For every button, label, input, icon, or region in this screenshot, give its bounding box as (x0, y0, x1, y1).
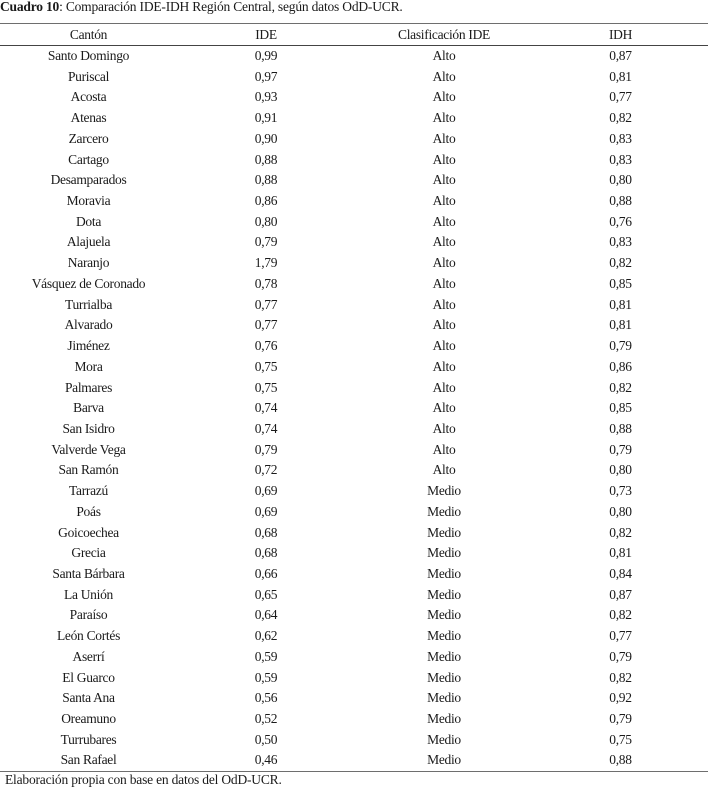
cell-clasificacion: Alto (432, 462, 456, 478)
caption-label: Cuadro 10 (0, 0, 60, 14)
cell-canton: Barva (73, 400, 104, 416)
cell-idh: 0,77 (609, 89, 632, 105)
cell-clasificacion: Medio (427, 731, 461, 747)
cell-clasificacion: Alto (432, 234, 456, 250)
cell-idh: 0,80 (609, 462, 632, 478)
table-row (0, 668, 708, 689)
comparison-table (0, 23, 708, 772)
header-ide: IDE (255, 27, 277, 42)
cell-idh: 0,81 (609, 296, 632, 312)
cell-ide: 0,68 (254, 524, 278, 540)
table-row (0, 605, 708, 626)
cell-ide: 0,91 (254, 110, 278, 126)
cell-idh: 0,81 (609, 68, 632, 84)
cell-idh: 0,87 (609, 48, 632, 63)
cell-ide: 0,69 (254, 503, 278, 519)
cell-canton: Mora (74, 358, 103, 374)
cell-idh: 0,92 (609, 690, 632, 706)
cell-ide: 0,59 (254, 669, 278, 685)
table-row (0, 150, 708, 171)
cell-clasificacion: Alto (432, 275, 456, 291)
header-clasificacion-ide: Clasificación IDE (398, 27, 490, 42)
table-row (0, 170, 708, 191)
cell-clasificacion: Alto (432, 172, 456, 188)
table-row (0, 647, 708, 668)
cell-clasificacion: Medio (427, 669, 461, 685)
cell-ide: 0,99 (254, 48, 278, 63)
source-note: Elaboración propia con base en datos del OdD-UCR. (5, 772, 282, 787)
cell-ide: 0,64 (254, 607, 278, 623)
table-row (0, 295, 708, 316)
cell-ide: 0,76 (254, 338, 278, 354)
cell-idh: 0,82 (609, 669, 632, 685)
cell-canton: Valverde Vega (51, 441, 126, 457)
header-idh: IDH (608, 27, 633, 42)
cell-clasificacion: Alto (432, 130, 456, 146)
cell-clasificacion: Alto (432, 193, 456, 209)
table-row (0, 564, 708, 585)
cell-canton: Paraíso (69, 607, 108, 623)
table-row (0, 688, 708, 709)
table-body (0, 46, 708, 772)
cell-clasificacion: Alto (432, 400, 456, 416)
cell-clasificacion: Alto (432, 151, 456, 167)
cell-idh: 0,77 (609, 628, 632, 644)
cell-canton: El Guarco (62, 669, 115, 685)
cell-canton: Acosta (70, 89, 107, 105)
cell-idh: 0,79 (609, 441, 632, 457)
table-row (0, 419, 708, 440)
cell-ide: 0,86 (254, 193, 278, 209)
cell-idh: 0,81 (609, 545, 632, 561)
cell-clasificacion: Alto (432, 441, 456, 457)
cell-clasificacion: Medio (427, 586, 461, 602)
cell-ide: 0,78 (254, 275, 278, 291)
table-row (0, 212, 708, 233)
cell-ide: 0,62 (254, 628, 278, 644)
cell-canton: Santa Bárbara (52, 565, 125, 581)
cell-clasificacion: Alto (432, 379, 456, 395)
cell-canton: Cartago (68, 151, 109, 167)
cell-idh: 0,75 (609, 731, 632, 747)
cell-idh: 0,88 (609, 752, 632, 768)
cell-clasificacion: Medio (427, 483, 461, 499)
cell-idh: 0,83 (609, 151, 632, 167)
cell-ide: 0,75 (254, 358, 278, 374)
cell-ide: 0,72 (254, 462, 278, 478)
cell-clasificacion: Alto (432, 255, 456, 271)
table-row (0, 481, 708, 502)
cell-ide: 0,90 (254, 130, 278, 146)
cell-ide: 0,52 (254, 711, 278, 726)
cell-ide: 0,75 (254, 379, 278, 395)
cell-idh: 0,79 (609, 338, 632, 354)
cell-ide: 0,50 (254, 731, 278, 747)
cell-ide: 0,88 (254, 151, 278, 167)
cell-clasificacion: Medio (427, 565, 461, 581)
cell-clasificacion: Medio (427, 545, 461, 561)
table-row (0, 626, 708, 647)
cell-idh: 0,83 (609, 234, 632, 250)
cell-clasificacion: Medio (427, 690, 461, 706)
cell-canton: Santa Ana (62, 690, 115, 706)
cell-idh: 0,82 (609, 524, 632, 540)
cell-idh: 0,82 (609, 607, 632, 623)
cell-canton: Santo Domingo (47, 48, 130, 63)
cell-idh: 0,84 (609, 565, 632, 581)
cell-canton: Zarcero (68, 130, 109, 146)
cell-ide: 0,74 (254, 420, 278, 436)
table-row (0, 502, 708, 523)
table-row (0, 378, 708, 399)
cell-ide: 0,88 (254, 172, 278, 188)
caption-text: : Comparación IDE-IDH Región Central, según datos OdD-UCR. (59, 0, 403, 14)
cell-idh: 0,80 (609, 172, 632, 188)
cell-canton: Turrubares (60, 731, 117, 747)
table-row (0, 274, 708, 295)
cell-canton: Goicoechea (58, 524, 119, 540)
table-row (0, 440, 708, 461)
cell-clasificacion: Alto (432, 89, 456, 105)
table-row (0, 750, 708, 771)
cell-idh: 0,82 (609, 110, 632, 126)
cell-idh: 0,73 (609, 483, 632, 499)
cell-clasificacion: Alto (432, 420, 456, 436)
cell-clasificacion: Alto (432, 110, 456, 126)
cell-idh: 0,80 (609, 503, 632, 519)
table-row (0, 315, 708, 336)
cell-canton: Oreamuno (61, 711, 116, 726)
cell-ide: 0,74 (254, 400, 278, 416)
table-row (0, 232, 708, 253)
cell-clasificacion: Alto (432, 338, 456, 354)
cell-ide: 0,79 (254, 234, 278, 250)
cell-ide: 1,79 (254, 255, 278, 271)
cell-ide: 0,80 (254, 213, 278, 229)
cell-canton: Palmares (64, 379, 113, 395)
cell-clasificacion: Alto (432, 358, 456, 374)
table-row (0, 543, 708, 564)
cell-ide: 0,68 (254, 545, 278, 561)
cell-canton: Turrialba (64, 296, 113, 312)
cell-ide: 0,66 (254, 565, 278, 581)
table-row (0, 398, 708, 419)
cell-canton: La Unión (64, 586, 113, 602)
cell-idh: 0,81 (609, 317, 632, 333)
cell-idh: 0,83 (609, 130, 632, 146)
table-row (0, 709, 708, 730)
cell-canton: Desamparados (50, 172, 127, 188)
cell-ide: 0,59 (254, 648, 278, 664)
cell-canton: San Isidro (62, 420, 115, 436)
cell-canton: Alajuela (66, 234, 111, 250)
cell-canton: Aserrí (72, 648, 105, 664)
cell-idh: 0,87 (609, 586, 632, 602)
cell-canton: Dota (75, 213, 102, 229)
table-row (0, 357, 708, 378)
table-row (0, 87, 708, 108)
cell-clasificacion: Medio (427, 711, 461, 726)
cell-canton: Jiménez (67, 338, 110, 354)
cell-ide: 0,93 (254, 89, 278, 105)
cell-ide: 0,79 (254, 441, 278, 457)
table-row (0, 460, 708, 481)
cell-clasificacion: Alto (432, 48, 456, 63)
table-row (0, 191, 708, 212)
table-caption (0, 0, 403, 20)
cell-canton: León Cortés (56, 628, 121, 644)
cell-canton: San Rafael (60, 752, 117, 768)
cell-idh: 0,82 (609, 379, 632, 395)
table-row (0, 46, 708, 67)
table-row (0, 336, 708, 357)
cell-idh: 0,79 (609, 648, 632, 664)
cell-clasificacion: Medio (427, 503, 461, 519)
cell-canton: Moravia (66, 193, 111, 209)
cell-canton: Puriscal (67, 68, 110, 84)
table-header-row (0, 24, 708, 46)
cell-clasificacion: Alto (432, 213, 456, 229)
cell-clasificacion: Medio (427, 524, 461, 540)
cell-ide: 0,77 (254, 296, 278, 312)
cell-clasificacion: Medio (427, 648, 461, 664)
cell-canton: San Ramón (58, 462, 119, 478)
cell-idh: 0,88 (609, 193, 632, 209)
cell-canton: Vásquez de Coronado (31, 275, 146, 291)
cell-idh: 0,79 (609, 711, 632, 726)
table-row (0, 523, 708, 544)
table-row (0, 730, 708, 751)
cell-idh: 0,76 (609, 213, 632, 229)
cell-canton: Atenas (70, 110, 107, 126)
cell-canton: Poás (76, 503, 101, 519)
cell-clasificacion: Medio (427, 607, 461, 623)
cell-clasificacion: Medio (427, 752, 461, 768)
cell-ide: 0,46 (254, 752, 278, 768)
table-row (0, 67, 708, 88)
cell-canton: Alvarado (64, 317, 113, 333)
cell-ide: 0,69 (254, 483, 278, 499)
header-canton: Cantón (69, 27, 108, 42)
cell-clasificacion: Alto (432, 317, 456, 333)
table-row (0, 129, 708, 150)
cell-clasificacion: Medio (427, 628, 461, 644)
cell-canton: Naranjo (67, 255, 110, 271)
cell-clasificacion: Alto (432, 296, 456, 312)
cell-ide: 0,65 (254, 586, 278, 602)
cell-idh: 0,82 (609, 255, 632, 271)
cell-ide: 0,56 (254, 690, 278, 706)
cell-canton: Tarrazú (69, 483, 108, 499)
cell-ide: 0,97 (254, 68, 278, 84)
table-row (0, 108, 708, 129)
cell-idh: 0,86 (609, 358, 632, 374)
cell-canton: Grecia (71, 545, 106, 561)
cell-idh: 0,88 (609, 420, 632, 436)
cell-idh: 0,85 (609, 275, 632, 291)
cell-idh: 0,85 (609, 400, 632, 416)
table-row (0, 253, 708, 274)
table-row (0, 585, 708, 606)
cell-clasificacion: Alto (432, 68, 456, 84)
cell-ide: 0,77 (254, 317, 278, 333)
